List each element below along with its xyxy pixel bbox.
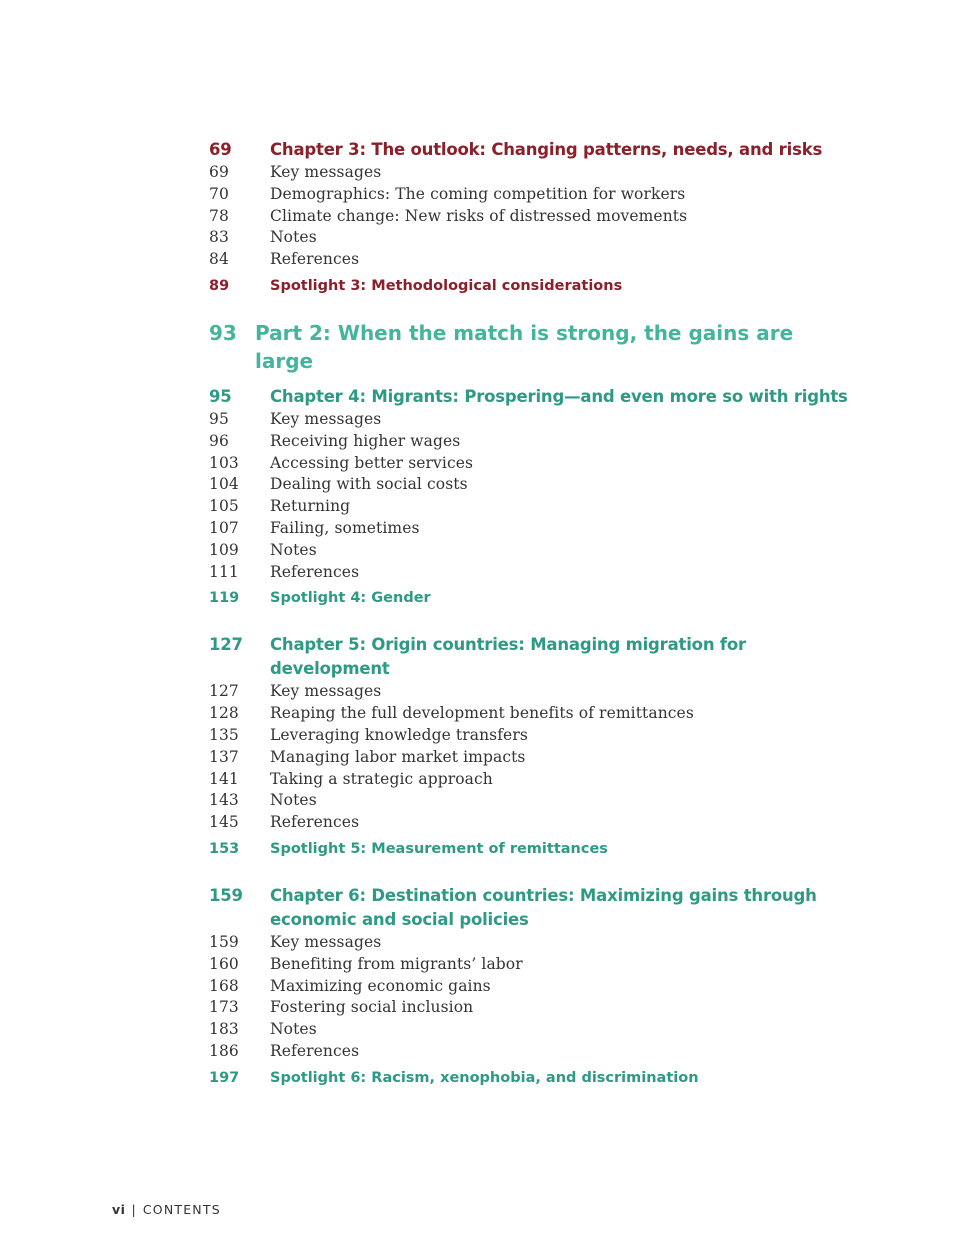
entry-page-number: 143 [209, 791, 239, 810]
toc-entry[interactable] [209, 932, 849, 954]
entry-page-number: 127 [209, 682, 239, 701]
entry-label: Key messages [270, 163, 382, 181]
toc-entry[interactable] [209, 249, 849, 271]
entry-page-number: 128 [209, 704, 239, 723]
chapter-6-heading[interactable] [209, 884, 849, 932]
entry-page-number: 69 [209, 163, 229, 181]
entry-label: References [270, 813, 360, 832]
part-2-heading[interactable] [209, 319, 849, 375]
entry-label: Managing labor market impacts [270, 747, 526, 766]
entry-label: Accessing better services [270, 453, 474, 472]
entry-label: Notes [270, 791, 317, 810]
toc-entry[interactable] [209, 1019, 849, 1041]
toc-entry[interactable] [209, 474, 849, 496]
chapter-4-heading[interactable] [209, 385, 849, 409]
entry-label: Returning [270, 497, 351, 516]
entry-page-number: 160 [209, 954, 239, 973]
chapter-page-number: 95 [209, 386, 232, 406]
spotlight-label: Spotlight 3: Methodological considerations [270, 277, 623, 294]
spotlight-3[interactable] [209, 275, 849, 297]
entry-page-number: 70 [209, 184, 229, 203]
toc-entry[interactable] [209, 206, 849, 228]
toc-entry[interactable] [209, 562, 849, 584]
entry-label: Key messages [270, 932, 382, 951]
spotlight-6[interactable] [209, 1067, 849, 1089]
chapter-title: Chapter 5: Origin countries: Managing migration for development [270, 635, 746, 679]
entry-page-number: 84 [209, 250, 229, 269]
entry-page-number: 104 [209, 475, 239, 494]
entry-label: Maximizing economic gains [270, 976, 491, 995]
entry-label: Notes [270, 540, 317, 559]
toc-entry[interactable] [209, 703, 849, 725]
toc-entry[interactable] [209, 769, 849, 791]
toc-entry[interactable] [209, 997, 849, 1019]
spotlight-page-number: 119 [209, 590, 240, 607]
toc-entry[interactable] [209, 725, 849, 747]
toc-entry[interactable] [209, 431, 849, 453]
chapter-title: Chapter 4: Migrants: Prospering—and even more so with rights [270, 386, 848, 406]
entry-page-number: 95 [209, 409, 229, 428]
toc-entry[interactable] [209, 681, 849, 703]
entry-label: Notes [270, 1020, 317, 1039]
chapter-3-heading[interactable] [209, 138, 849, 162]
entry-page-number: 159 [209, 932, 239, 951]
toc-entry[interactable] [209, 747, 849, 769]
toc-entry[interactable] [209, 1041, 849, 1063]
entry-page-number: 183 [209, 1020, 239, 1039]
entry-page-number: 78 [209, 206, 229, 225]
entry-page-number: 105 [209, 497, 239, 516]
chapter-page-number: 159 [209, 885, 243, 905]
chapter-5-heading[interactable] [209, 633, 849, 681]
entry-label: Climate change: New risks of distressed movements [270, 206, 688, 225]
entry-label: References [270, 562, 360, 581]
toc-entry[interactable] [209, 409, 849, 431]
spotlight-page-number: 89 [209, 277, 230, 294]
toc-entry[interactable] [209, 790, 849, 812]
entry-page-number: 137 [209, 747, 239, 766]
spotlight-label: Spotlight 5: Measurement of remittances [270, 840, 608, 857]
part-page-number: 93 [209, 320, 237, 345]
toc-entry[interactable] [209, 184, 849, 206]
spotlight-5[interactable] [209, 838, 849, 860]
entry-page-number: 186 [209, 1041, 239, 1060]
entry-page-number: 145 [209, 813, 239, 832]
spotlight-label: Spotlight 4: Gender [270, 590, 431, 607]
entry-label: Key messages [270, 409, 382, 428]
spotlight-page-number: 153 [209, 840, 240, 857]
entry-label: Reaping the full development benefits of remittances [270, 704, 694, 723]
spotlight-4[interactable] [209, 587, 849, 609]
entry-label: References [270, 1041, 360, 1060]
toc-entry[interactable] [209, 227, 849, 249]
page-footer [112, 1202, 221, 1217]
entry-label: Taking a strategic approach [270, 769, 493, 788]
toc-entry[interactable] [209, 496, 849, 518]
table-of-contents [209, 138, 849, 1089]
entry-page-number: 168 [209, 976, 239, 995]
toc-entry[interactable] [209, 976, 849, 998]
toc-entry[interactable] [209, 162, 849, 184]
entry-page-number: 109 [209, 540, 239, 559]
folio-number: vi [112, 1202, 126, 1217]
entry-page-number: 107 [209, 518, 239, 537]
entry-page-number: 96 [209, 431, 229, 450]
toc-entry[interactable] [209, 540, 849, 562]
entry-label: Benefiting from migrants’ labor [270, 954, 523, 973]
entry-page-number: 103 [209, 453, 239, 472]
entry-page-number: 111 [209, 562, 239, 581]
chapter-title-line-2: economic and social policies [270, 909, 529, 929]
entry-label: Demographics: The coming competition for workers [270, 184, 686, 203]
toc-entry[interactable] [209, 518, 849, 540]
entry-label: Leveraging knowledge transfers [270, 725, 528, 744]
part-title: Part 2: When the match is strong, the gains are large [255, 320, 794, 373]
entry-label: Failing, sometimes [270, 518, 420, 537]
entry-label: Key messages [270, 682, 382, 701]
chapter-title-line-1: Chapter 6: Destination countries: Maximizing gains through [270, 885, 817, 905]
toc-entry[interactable] [209, 453, 849, 475]
entry-label: References [270, 250, 360, 269]
toc-entry[interactable] [209, 954, 849, 976]
entry-page-number: 141 [209, 769, 239, 788]
entry-page-number: 173 [209, 998, 239, 1017]
entry-page-number: 83 [209, 228, 229, 247]
footer-separator: | [131, 1202, 137, 1217]
chapter-page-number: 69 [209, 140, 232, 159]
toc-entry[interactable] [209, 812, 849, 834]
entry-label: Dealing with social costs [270, 475, 468, 494]
entry-label: Fostering social inclusion [270, 998, 474, 1017]
entry-label: Receiving higher wages [270, 431, 461, 450]
entry-label: Notes [270, 228, 317, 247]
chapter-title [270, 884, 849, 932]
spotlight-label: Spotlight 6: Racism, xenophobia, and discrimination [270, 1069, 699, 1086]
entry-page-number: 135 [209, 725, 239, 744]
spotlight-page-number: 197 [209, 1069, 240, 1086]
chapter-page-number: 127 [209, 635, 243, 655]
running-head: CONTENTS [142, 1202, 221, 1217]
chapter-title: Chapter 3: The outlook: Changing patterns, needs, and risks [270, 140, 823, 159]
